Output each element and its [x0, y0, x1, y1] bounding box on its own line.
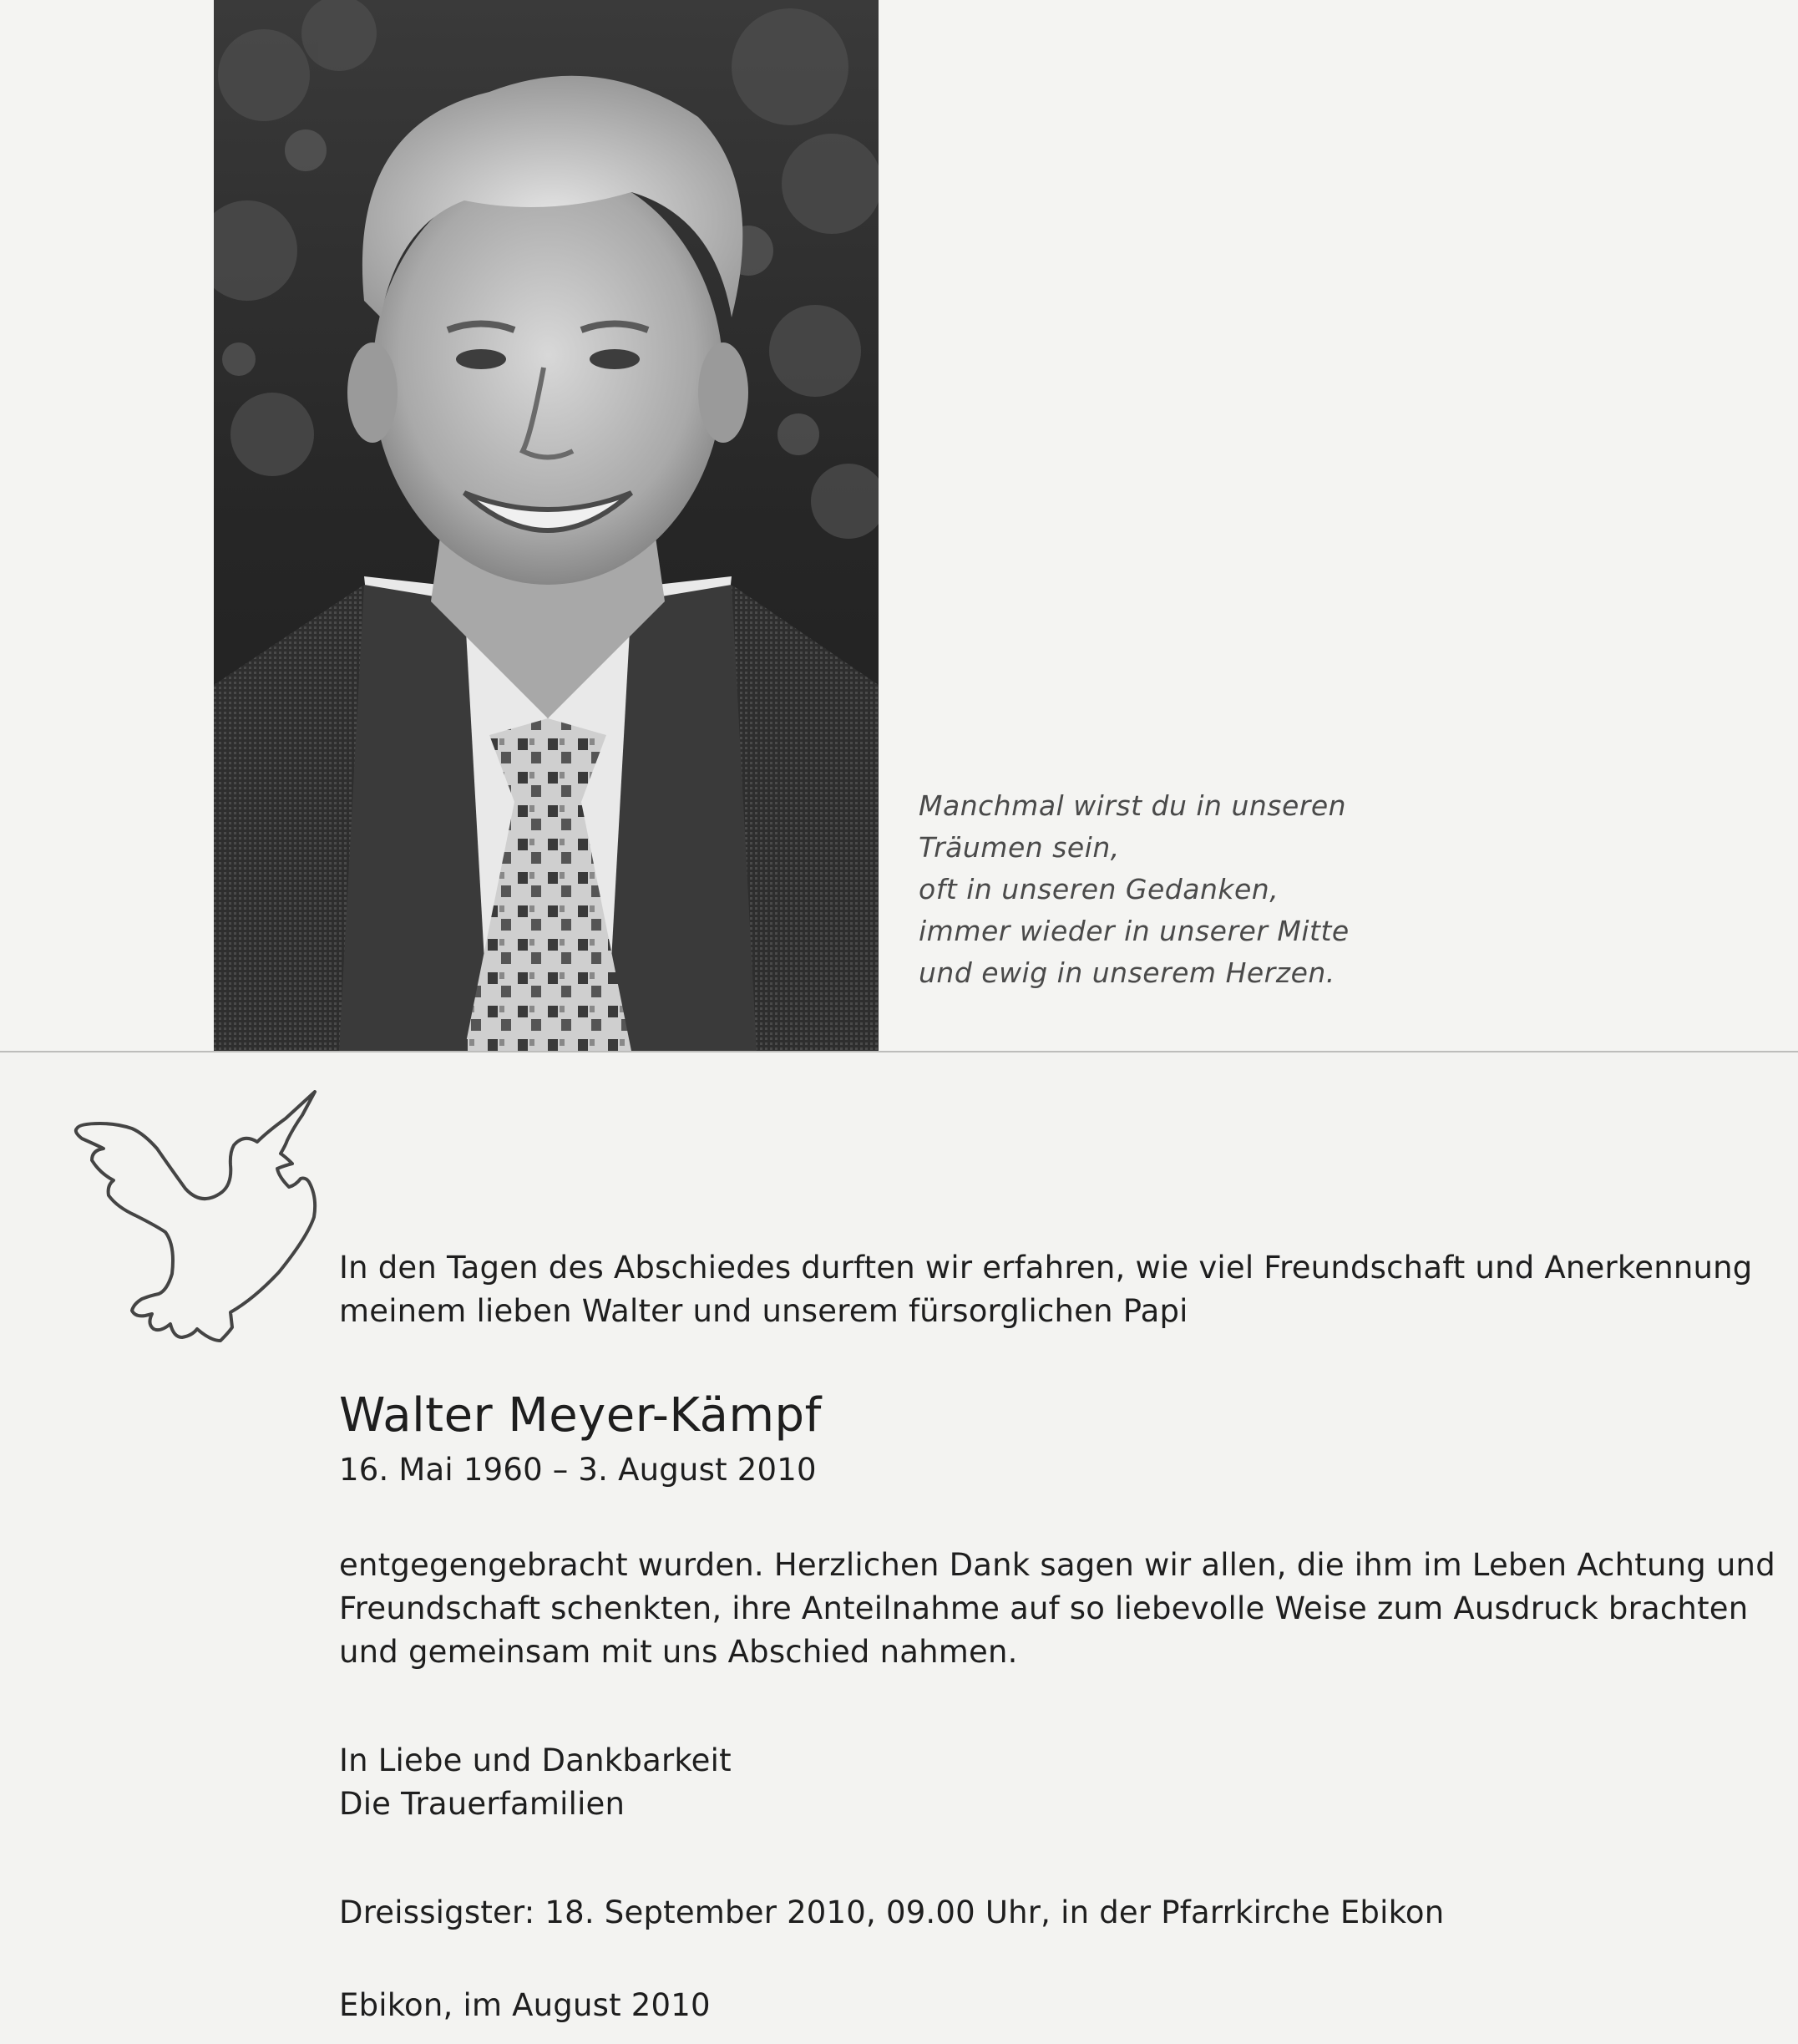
poem-line: immer wieder in unserer Mitte	[919, 915, 1350, 947]
poem	[919, 785, 1386, 994]
portrait-photo	[214, 0, 879, 1051]
dove-icon	[67, 1090, 334, 1357]
poem-line: oft in unseren Gedanken,	[919, 873, 1279, 905]
thanks-text	[339, 1544, 1775, 1674]
life-dates: 16. Mai 1960 – 3. August 2010	[339, 1452, 817, 1488]
poem-line: Träumen sein,	[919, 831, 1120, 864]
intro-text	[339, 1246, 1752, 1333]
thanks-line: entgegengebracht wurden. Herzlichen Dank sagen wir allen, die ihm im Leben Achtung und	[339, 1547, 1775, 1583]
intro-line: meinem lieben Walter und unserem fürsorglichen Papi	[339, 1293, 1188, 1329]
closing	[339, 1739, 732, 1826]
thanks-line: und gemeinsam mit uns Abschied nahmen.	[339, 1634, 1018, 1670]
service-info: Dreissigster: 18. September 2010, 09.00 Uhr, in der Pfarrkirche Ebikon	[339, 1894, 1445, 1930]
deceased-name: Walter Meyer-Kämpf	[339, 1388, 822, 1443]
closing-line: Die Trauerfamilien	[339, 1786, 626, 1822]
place-date: Ebikon, im August 2010	[339, 1987, 711, 2023]
poem-line: Manchmal wirst du in unseren	[919, 789, 1347, 822]
intro-line: In den Tagen des Abschiedes durften wir erfahren, wie viel Freundschaft und Anerkennung	[339, 1250, 1753, 1286]
thanks-line: Freundschaft schenkten, ihre Anteilnahme auf so liebevolle Weise zum Ausdruck brachten	[339, 1590, 1749, 1626]
closing-line: In Liebe und Dankbarkeit	[339, 1742, 732, 1778]
poem-line: und ewig in unserem Herzen.	[919, 956, 1335, 989]
